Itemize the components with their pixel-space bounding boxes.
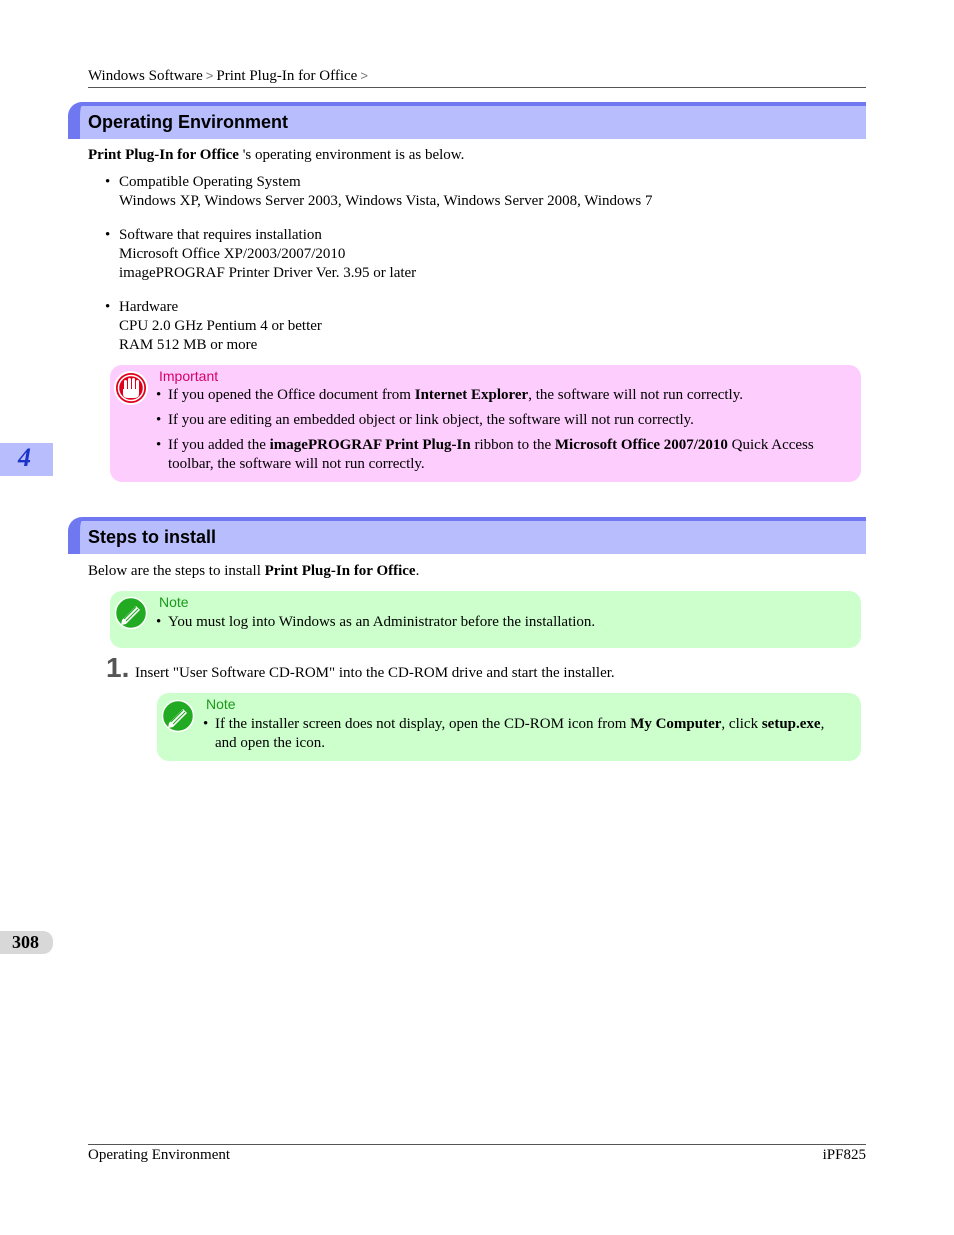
text: If the installer screen does not display, open the CD-ROM icon from [215, 716, 631, 732]
bullet: • [156, 412, 162, 428]
text: If you are editing an embedded object or link object, the software will not run correctly. [168, 412, 694, 428]
emphasis: Internet Explorer [414, 387, 529, 403]
text: , the software will not run correctly. [528, 387, 743, 403]
bullet: • [156, 437, 162, 453]
emphasis: imagePROGRAF Print Plug-In [269, 437, 471, 453]
list-item-detail: imagePROGRAF Printer Driver Ver. 3.95 or later [119, 265, 417, 281]
emphasis: My Computer [630, 716, 722, 732]
bullet: • [156, 614, 162, 630]
important-label: Important [159, 368, 219, 384]
footer-section-title: Operating Environment [88, 1147, 231, 1163]
list-item-detail: RAM 512 MB or more [119, 337, 258, 353]
step-number: 1. [106, 652, 130, 683]
list-item-heading: Hardware [119, 299, 179, 315]
list-item-detail: Windows XP, Windows Server 2003, Windows Vista, Windows Server 2008, Windows 7 [119, 193, 653, 209]
list-item-detail: Microsoft Office XP/2003/2007/2010 [119, 246, 346, 262]
stop-hand-icon [113, 370, 149, 406]
text: ribbon to the [470, 437, 555, 453]
product-name: Print Plug-In for Office [88, 147, 239, 163]
breadcrumb-item-print-plugin[interactable]: Print Plug-In for Office [216, 68, 358, 84]
emphasis: Microsoft Office 2007/2010 [554, 437, 728, 453]
text: and open the icon. [215, 735, 325, 751]
intro-text: 's operating environment is as below. [238, 147, 465, 163]
product-name: Print Plug-In for Office [264, 563, 416, 579]
footer-divider [88, 1144, 866, 1145]
text: If you added the [168, 437, 270, 453]
bullet: • [105, 227, 111, 243]
bullet: • [105, 299, 111, 315]
note-callout [157, 693, 861, 761]
chapter-tab[interactable] [0, 443, 53, 476]
text: . [415, 563, 420, 579]
text: Below are the steps to install [88, 563, 265, 579]
footer-model-name: iPF825 [822, 1147, 866, 1163]
bullet: • [105, 174, 111, 190]
step-text: Insert "User Software CD-ROM" into the CD-ROM drive and start the installer. [135, 665, 615, 681]
text: Quick Access [727, 437, 814, 453]
text: If you opened the Office document from [168, 387, 415, 403]
chapter-number: 4 [18, 443, 31, 472]
section-header-operating-environment [68, 102, 866, 139]
list-item-heading: Software that requires installation [119, 227, 322, 243]
page-number-tab [0, 931, 53, 954]
section-title: Steps to install [88, 527, 217, 547]
text: , click [721, 716, 762, 732]
list-item-heading: Compatible Operating System [119, 174, 301, 190]
list-item-detail: CPU 2.0 GHz Pentium 4 or better [119, 318, 322, 334]
page-number: 308 [12, 932, 39, 952]
pencil-note-icon [161, 699, 195, 733]
text: toolbar, the software will not run correctly. [168, 456, 425, 472]
emphasis: setup.exe [761, 716, 821, 732]
breadcrumb-item-windows-software[interactable]: Windows Software [88, 68, 203, 84]
section-intro [88, 562, 419, 581]
bullet: • [156, 387, 162, 403]
breadcrumb-separator: > [205, 68, 214, 83]
text: You must log into Windows as an Administrator before the installation. [168, 614, 596, 630]
section-intro [88, 146, 464, 165]
section-title: Operating Environment [88, 112, 289, 132]
pencil-note-icon [114, 596, 148, 630]
section-header-steps-to-install [68, 517, 866, 554]
bullet: • [203, 716, 209, 732]
important-callout [110, 365, 861, 482]
breadcrumb [88, 66, 866, 88]
breadcrumb-separator: > [360, 68, 368, 83]
note-label: Note [159, 594, 189, 610]
note-callout [110, 591, 861, 648]
note-label: Note [206, 696, 236, 712]
text: , [820, 716, 825, 732]
